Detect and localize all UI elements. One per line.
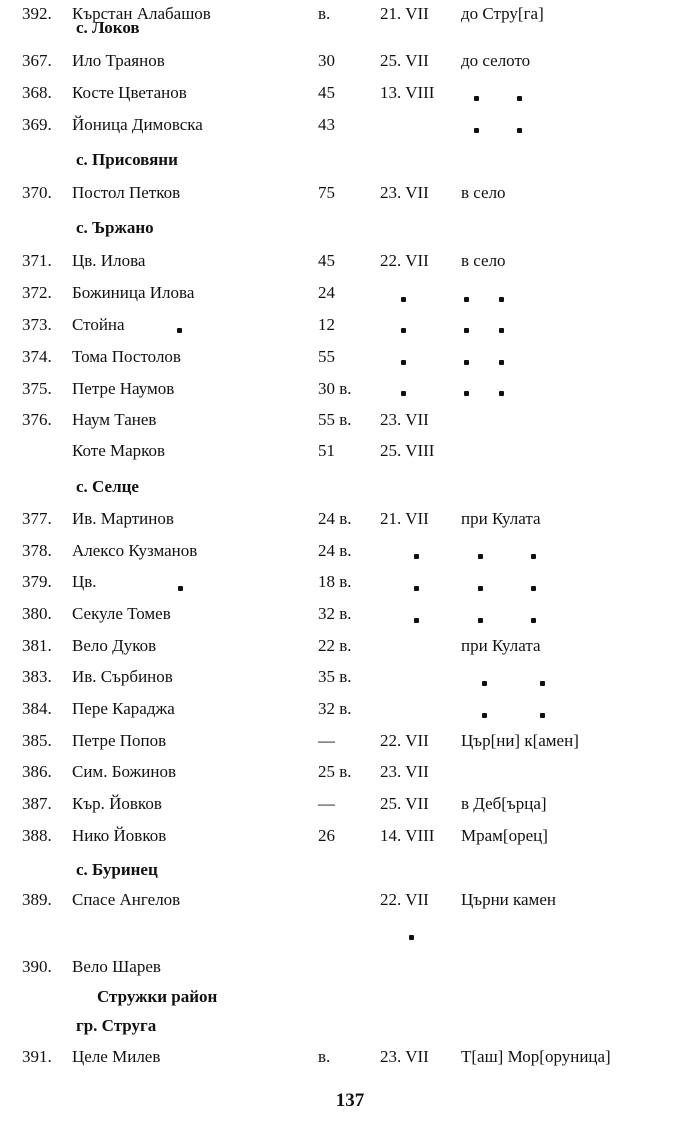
ditto-mark [482, 713, 487, 718]
ditto-mark [401, 328, 406, 333]
ditto-mark [517, 96, 522, 101]
entry-row [0, 600, 700, 628]
entry-number: 376. [22, 410, 52, 429]
page-number: 137 [335, 1090, 365, 1111]
ditto-mark [531, 618, 536, 623]
village-name: с. Локов [76, 18, 140, 37]
entry-row [0, 47, 700, 75]
person-age: 22 в. [318, 636, 352, 655]
entry-row [0, 406, 700, 434]
event-date: 23. VII [380, 183, 429, 202]
person-name: Божиница Илова [72, 283, 195, 302]
person-age: 43 [318, 115, 335, 134]
person-age: 25 в. [318, 762, 352, 781]
ditto-mark [464, 391, 469, 396]
entry-number: 380. [22, 604, 52, 623]
village-heading [0, 856, 700, 884]
entry-row [0, 822, 700, 850]
person-name: Сим. Божинов [72, 762, 177, 781]
village-name: с. Селце [76, 477, 139, 496]
person-name: Цв. [72, 572, 97, 591]
entry-number: 378. [22, 541, 52, 560]
person-name: Вело Дуков [72, 636, 157, 655]
ditto-mark [474, 96, 479, 101]
entry-number: 391. [22, 1047, 52, 1066]
entry-number: 373. [22, 315, 52, 334]
ditto-mark [540, 681, 545, 686]
person-age: 55 в. [318, 410, 352, 429]
person-name: Йоница Димовска [72, 115, 203, 134]
ditto-mark [531, 554, 536, 559]
entry-number: 370. [22, 183, 52, 202]
event-date: 13. VIII [380, 83, 435, 102]
entry-row [0, 179, 700, 207]
event-place: в село [461, 251, 506, 270]
person-age: — [318, 794, 335, 813]
person-age: 24 [318, 283, 335, 302]
person-age: 35 в. [318, 667, 352, 686]
person-age: 24 в. [318, 541, 352, 560]
ditto-mark [478, 618, 483, 623]
person-age: 30 в. [318, 379, 352, 398]
person-name: Ив. Мартинов [72, 509, 174, 528]
entry-number: 367. [22, 51, 52, 70]
entry-number: 374. [22, 347, 52, 366]
entry-row [0, 1043, 700, 1071]
person-age: 32 в. [318, 699, 352, 718]
event-date: 25. VII [380, 51, 429, 70]
entry-row [0, 695, 700, 723]
event-date: 23. VII [380, 1047, 429, 1066]
event-place: в село [461, 183, 506, 202]
person-name: Спасе Ангелов [72, 890, 181, 909]
person-age: 18 в. [318, 572, 352, 591]
entry-row [0, 79, 700, 107]
entry-number: 369. [22, 115, 52, 134]
person-name: Нико Йовков [72, 826, 167, 845]
person-name: Постол Петков [72, 183, 181, 202]
event-date: 23. VII [380, 762, 429, 781]
entry-row [0, 111, 700, 139]
entry-row [0, 727, 700, 755]
event-place: при Кулата [461, 636, 541, 655]
ditto-mark [540, 713, 545, 718]
event-date: 25. VIII [380, 441, 435, 460]
event-date: 25. VII [380, 794, 429, 813]
person-age: 51 [318, 441, 335, 460]
entry-row [0, 279, 700, 307]
ditto-mark [414, 554, 419, 559]
person-age: 32 в. [318, 604, 352, 623]
village-name: с. Буринец [76, 860, 158, 879]
village-name: гр. Струга [76, 1016, 157, 1035]
person-age: 12 [318, 315, 335, 334]
person-name: Ив. Сърбинов [72, 667, 173, 686]
entry-number: 384. [22, 699, 52, 718]
ditto-mark [414, 618, 419, 623]
event-place: Цър[ни] к[амен] [461, 731, 579, 750]
person-name: Секуле Томев [72, 604, 171, 623]
entry-row [0, 311, 700, 339]
ditto-mark [178, 586, 183, 591]
person-name: Петре Попов [72, 731, 167, 750]
entry-row [0, 375, 700, 403]
ditto-mark [499, 360, 504, 365]
person-name: Вело Шарев [72, 957, 161, 976]
entry-number: 388. [22, 826, 52, 845]
person-age: 24 в. [318, 509, 352, 528]
event-place: Мрам[орец] [461, 826, 548, 845]
entry-row [0, 663, 700, 691]
entry-row [0, 886, 700, 914]
entry-number: 368. [22, 83, 52, 102]
entry-number: 383. [22, 667, 52, 686]
person-age: 26 [318, 826, 335, 845]
entry-number: 381. [22, 636, 52, 655]
event-date: 22. VII [380, 731, 429, 750]
entry-number: 371. [22, 251, 52, 270]
region-title: Стружки район [97, 987, 218, 1006]
ditto-mark [517, 128, 522, 133]
ditto-mark [499, 391, 504, 396]
person-name: Кърстан Алабашов [72, 4, 211, 23]
person-name: Тома Постолов [72, 347, 181, 366]
event-date: 21. VII [380, 4, 429, 23]
village-name: с. Ържано [76, 218, 154, 237]
entry-number: 372. [22, 283, 52, 302]
ditto-mark [177, 328, 182, 333]
person-name: Стойна [72, 315, 125, 334]
person-name: Алексо Кузманов [72, 541, 198, 560]
village-heading [0, 1012, 700, 1040]
ditto-mark [401, 360, 406, 365]
event-place: в Деб[ърца] [461, 794, 547, 813]
event-place: до Стру[га] [461, 4, 544, 23]
event-place: при Кулата [461, 509, 541, 528]
ditto-mark [464, 328, 469, 333]
village-heading [0, 214, 700, 242]
entry-number: 385. [22, 731, 52, 750]
ditto-mark [499, 297, 504, 302]
person-age: 45 [318, 251, 335, 270]
ditto-mark [414, 586, 419, 591]
entry-number: 387. [22, 794, 52, 813]
ditto-mark [478, 586, 483, 591]
entry-row [0, 537, 700, 565]
event-date: 14. VIII [380, 826, 435, 845]
person-name: Коте Марков [72, 441, 166, 460]
entry-number: 389. [22, 890, 52, 909]
entry-row [0, 505, 700, 533]
event-place: Църни камен [461, 890, 556, 909]
ditto-mark [499, 328, 504, 333]
ditto-mark [409, 935, 414, 940]
ditto-mark [464, 297, 469, 302]
ditto-mark [478, 554, 483, 559]
ditto-mark [474, 128, 479, 133]
person-age: 30 [318, 51, 335, 70]
event-place: до селото [461, 51, 531, 70]
person-name: Петре Наумов [72, 379, 175, 398]
person-name: Целе Милев [72, 1047, 161, 1066]
event-place: Т[аш] Мор[оруница] [461, 1047, 611, 1066]
entry-number: 392. [22, 4, 52, 23]
village-heading [0, 473, 700, 501]
event-date: 21. VII [380, 509, 429, 528]
event-date: 22. VII [380, 890, 429, 909]
person-name: Ило Траянов [72, 51, 165, 70]
person-name: Наум Танев [72, 410, 157, 429]
person-age: в. [318, 4, 331, 23]
person-name: Косте Цветанов [72, 83, 187, 102]
entry-number: 375. [22, 379, 52, 398]
entry-row [0, 790, 700, 818]
village-name: с. Присовяни [76, 150, 178, 169]
entry-row [0, 568, 700, 596]
region-heading [0, 983, 700, 1011]
ditto-mark [401, 297, 406, 302]
entry-row [0, 632, 700, 660]
entry-number: 390. [22, 957, 52, 976]
person-name: Кър. Йовков [72, 794, 162, 813]
entry-row [0, 437, 700, 465]
entry-number: 386. [22, 762, 52, 781]
entry-row [0, 247, 700, 275]
person-name: Цв. Илова [72, 251, 146, 270]
entry-row [0, 0, 700, 28]
event-date: 22. VII [380, 251, 429, 270]
entry-row [0, 343, 700, 371]
entry-number: 377. [22, 509, 52, 528]
person-age: 45 [318, 83, 335, 102]
person-age: — [318, 731, 335, 750]
entry-row [0, 953, 700, 981]
person-age: в. [318, 1047, 331, 1066]
ditto-mark [464, 360, 469, 365]
village-heading [0, 146, 700, 174]
entry-number: 379. [22, 572, 52, 591]
person-age: 55 [318, 347, 335, 366]
ditto-mark [482, 681, 487, 686]
person-age: 75 [318, 183, 335, 202]
event-date: 23. VII [380, 410, 429, 429]
ditto-mark [531, 586, 536, 591]
person-name: Пере Караджа [72, 699, 175, 718]
entry-row [0, 758, 700, 786]
ditto-mark [401, 391, 406, 396]
